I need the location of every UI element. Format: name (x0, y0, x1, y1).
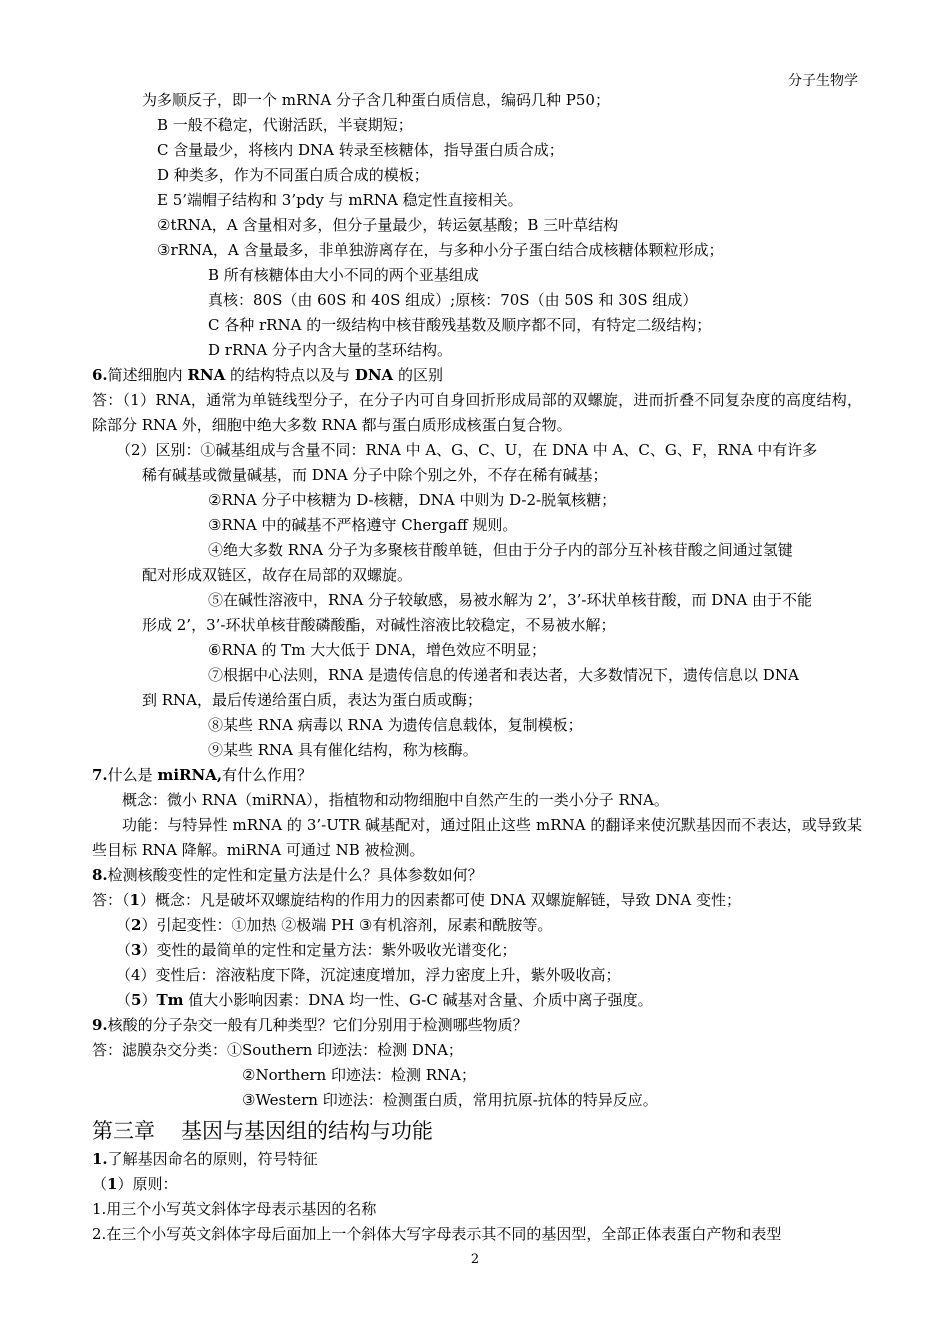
answer-prefix: 答：滤膜杂交分类： (92, 1041, 228, 1059)
text-line: 1.用三个小写英文斜体字母表示基因的名称 (92, 1200, 377, 1218)
running-header: 分子生物学 (788, 73, 858, 89)
text-line: C 各种 rRNA 的一级结构中核苷酸残基数及顺序都不同，有特定二级结构； (208, 316, 712, 334)
answer-paragraph: 答：（1）RNA，通常为单链线型分子，在分子内可自身回折形成局部的双螺旋，进而折叠不同复杂度的高度结构，除部分 RNA 外，细胞中绝大多数 RNA 都与蛋白质形成核蛋白复合物。 (92, 391, 862, 434)
item-keyword: Tm (156, 991, 184, 1009)
item-number: 3 (131, 941, 142, 959)
question-number: 9. (92, 1016, 108, 1034)
question-text: 核酸的分子杂交一般有几种类型？它们分别用于检测哪些物质？ (107, 1016, 528, 1034)
question-8-heading (92, 863, 862, 888)
chapter-title: 基因与基因组的结构与功能 (181, 1119, 433, 1143)
question-9-heading (92, 1013, 862, 1038)
text-line: E 5’端帽子结构和 3’pdy 与 mRNA 稳定性直接相关。 (157, 191, 523, 209)
text-line: D 种类多，作为不同蛋白质合成的模板； (157, 166, 429, 184)
question-text: 的区别 (393, 366, 443, 384)
text-line (92, 1038, 862, 1063)
question-6-heading (92, 363, 862, 388)
text-line: 答：（1）概念：凡是破坏双螺旋结构的作用力的因素都可使 DNA 双螺旋解链，导致 DNA 变性； (92, 891, 741, 909)
item-text: ）原则： (117, 1175, 178, 1193)
chapter-label: 第三章 (92, 1119, 155, 1143)
text-line: ⑧某些 RNA 病毒以 RNA 为遗传信息载体，复制模板； (208, 716, 583, 734)
question-1-heading (92, 1147, 862, 1172)
question-text: 什么是 (107, 766, 158, 784)
question-7-heading (92, 763, 862, 788)
text-line: 配对形成双链区，故存在局部的双螺旋。 (142, 566, 413, 584)
text-line: ⑨某些 RNA 具有催化结构，称为核酶。 (208, 741, 478, 759)
question-keyword: miRNA, (157, 766, 223, 784)
text-line: ⑦根据中心法则，RNA 是遗传信息的传递者和表达者，大多数情况下，遗传信息以 DNA (208, 666, 799, 684)
question-number: 8. (92, 866, 108, 884)
text-line: 形成 2’，3’-环状单核苷酸磷酸酯，对碱性溶液比较稳定，不易被水解； (142, 616, 616, 634)
question-number: 6. (92, 366, 108, 384)
text-line: 2.在三个小写英文斜体字母后面加上一个斜体大写字母表示其不同的基因型，全部正体表蛋白产物和表型 (92, 1225, 782, 1243)
text-line: ②Northern 印迹法：检测 RNA； (242, 1066, 476, 1084)
question-text: 的结构特点以及与 (225, 366, 355, 384)
text-line: ⑤在碱性溶液中，RNA 分子较敏感，易被水解为 2’，3’-环状单核苷酸，而 DNA 由于不能 (208, 591, 813, 609)
question-keyword: DNA (354, 366, 394, 384)
text-line: 到 RNA，最后传递给蛋白质，表达为蛋白质或酶； (142, 691, 483, 709)
question-text: 检测核酸变性的定性和定量方法是什么？具体参数如何？ (107, 866, 483, 884)
text-line: （2）引起变性：①加热 ②极端 PH ③有机溶剂，尿素和酰胺等。 (116, 916, 553, 934)
text-line: ③rRNA，A 含量最多，非单独游离存在，与多种小分子蛋白结合成核糖体颗粒形成； (157, 241, 724, 259)
item-text: ）引起变性：①加热 ②极端 PH ③有机溶剂，尿素和酰胺等。 (141, 916, 553, 934)
text-line: ③Western 印迹法：检测蛋白质，常用抗原-抗体的特异反应。 (242, 1091, 658, 1109)
question-text: 简述细胞内 (107, 366, 188, 384)
item-text: ）变性的最简单的定性和定量方法：紫外吸收光谱变化； (141, 941, 517, 959)
item-text: ）概念：凡是破坏双螺旋结构的作用力的因素都可使 DNA 双螺旋解链，导致 DNA 变性； (139, 891, 741, 909)
answer-item: ①Southern 印迹法：检测 DNA； (227, 1041, 463, 1059)
question-number: 7. (92, 766, 108, 784)
text-line: B 所有核糖体由大小不同的两个亚基组成 (208, 266, 479, 284)
text-line: ③RNA 中的碱基不严格遵守 Chergaff 规则。 (208, 516, 518, 534)
text-line: 真核：80S（由 60S 和 40S 组成）;原核：70S（由 50S 和 30S 组成） (208, 291, 698, 309)
text-line: ②RNA 分子中核糖为 D-核糖，DNA 中则为 D-2-脱氧核糖； (208, 491, 617, 509)
text-line: D rRNA 分子内含大量的茎环结构。 (208, 341, 452, 359)
text-line: ⑥RNA 的 Tm 大大低于 DNA，增色效应不明显； (208, 641, 546, 659)
text-line: 概念：微小 RNA（miRNA），指植物和动物细胞中自然产生的一类小分子 RNA。 (122, 791, 669, 809)
text-line: （5）Tm 值大小影响因素：DNA 均一性、G-C 碱基对含量、介质中离子强度。 (116, 991, 653, 1009)
item-number: 5 (131, 991, 142, 1009)
item-text: 值大小影响因素：DNA 均一性、G-C 碱基对含量、介质中离子强度。 (183, 991, 653, 1009)
page-body (92, 88, 862, 1247)
item-number: 1 (107, 1175, 118, 1193)
item-number: 2 (131, 916, 142, 934)
text-line: 稀有碱基或微量碱基，而 DNA 分子中除个别之外，不存在稀有碱基； (142, 466, 608, 484)
text-line: （3）变性的最简单的定性和定量方法：紫外吸收光谱变化； (116, 941, 517, 959)
text-line: C 含量最少，将核内 DNA 转录至核糖体，指导蛋白质合成； (157, 141, 564, 159)
answer-paragraph: 功能：与特异性 mRNA 的 3’-UTR 碱基配对，通过阻止这些 mRNA 的翻译来使沉默基因而不表达，或导致某些目标 RNA 降解。miRNA 可通过 NB 被检测。 (92, 816, 862, 859)
question-keyword: RNA (187, 366, 226, 384)
question-text: 有什么作用？ (222, 766, 313, 784)
text-line: B 一般不稳定，代谢活跃，半衰期短； (157, 116, 413, 134)
text-line: ④绝大多数 RNA 分子为多聚核苷酸单链，但由于分子内的部分互补核苷酸之间通过氢键 (208, 541, 793, 559)
page-number: 2 (470, 1252, 480, 1267)
question-text: 了解基因命名的原则，符号特征 (107, 1150, 318, 1168)
text-line: （1）原则： (92, 1175, 178, 1193)
text-line: （2）区别：①碱基组成与含量不同：RNA 中 A、G、C、U，在 DNA 中 A、C、G、F，RNA 中有许多 (116, 441, 818, 459)
text-line: 为多顺反子，即一个 mRNA 分子含几种蛋白质信息，编码几种 P50； (142, 91, 610, 109)
item-number: 1 (129, 891, 140, 909)
chapter-heading (92, 1115, 862, 1147)
text-line: （4）变性后：溶液粘度下降，沉淀速度增加，浮力密度上升，紫外吸收高； (116, 966, 621, 984)
question-number: 1. (92, 1150, 108, 1168)
text-line: ②tRNA，A 含量相对多，但分子量最少，转运氨基酸；B 三叶草结构 (157, 216, 619, 234)
